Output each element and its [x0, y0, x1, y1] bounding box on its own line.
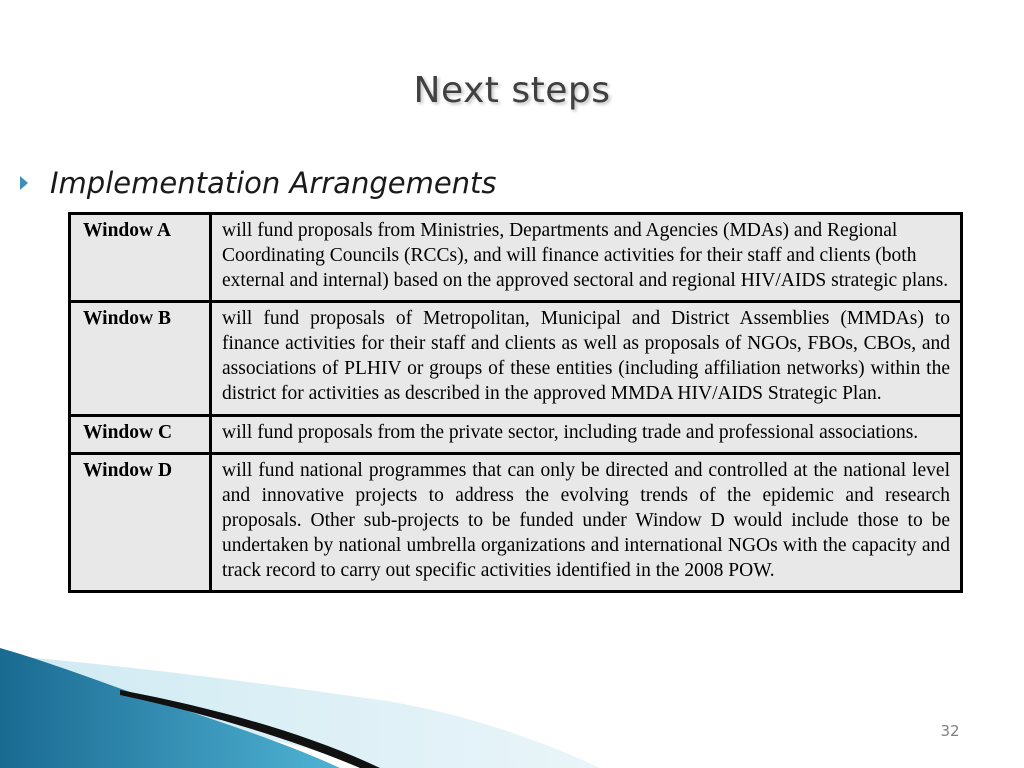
triangle-bullet-icon [20, 176, 28, 190]
wave-dark-band [0, 648, 340, 768]
table-row [70, 302, 962, 415]
window-label: Window D [70, 454, 211, 592]
window-description: will fund proposals from Ministries, Departments and Agencies (MDAs) and Regional Coordinating Councils (RCCs), and will finance activities for their staff and clients (both external and internal) based on the approved sectoral and regional HIV/AIDS strategic plans. [211, 214, 962, 302]
table-row [70, 454, 962, 592]
window-description: will fund proposals from the private sector, including trade and professional associations. [211, 415, 962, 454]
window-label: Window C [70, 415, 211, 454]
window-description: will fund proposals of Metropolitan, Municipal and District Assemblies (MMDAs) to finance activities for their staff and clients as well as proposals of NGOs, FBOs, CBOs, and associations of PLHIV or groups of these entities (including affiliation networks) within the district for activities as described in the approved MMDA HIV/AIDS Strategic Plan. [211, 302, 962, 415]
bullet-text: Implementation Arrangements [50, 166, 497, 200]
page-number: 32 [940, 722, 960, 740]
bullet-item [20, 166, 497, 200]
table-row [70, 214, 962, 302]
window-label: Window B [70, 302, 211, 415]
window-label: Window A [70, 214, 211, 302]
window-description: will fund national programmes that can only be directed and controlled at the national level and innovative projects to address the evolving trends of the epidemic and research proposals. Other sub-projects to be funded under Window D would include those to be undertaken by national umbrella organizations and international NGOs with the capacity and track record to carry out specific activities identified in the 2008 POW. [211, 454, 962, 592]
wave-light-band [0, 655, 600, 768]
slide-title: Next steps [413, 70, 611, 111]
wave-black-stroke [120, 690, 380, 768]
funding-windows-table [68, 212, 963, 593]
table-row [70, 415, 962, 454]
